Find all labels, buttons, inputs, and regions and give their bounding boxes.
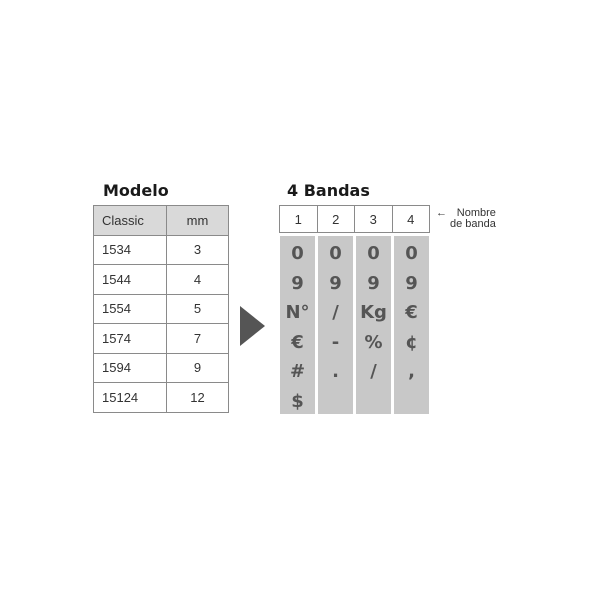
band-glyph: 0 bbox=[405, 243, 418, 264]
band-glyph: / bbox=[370, 361, 377, 382]
band-glyph: , bbox=[408, 361, 415, 382]
band-glyph: 0 bbox=[367, 243, 380, 264]
model-cell: 1544 bbox=[94, 265, 167, 295]
bandas-title: 4 Bandas bbox=[287, 181, 370, 200]
band-number: 1 bbox=[279, 206, 318, 232]
model-cell: 1534 bbox=[94, 235, 167, 265]
band-glyph: N° bbox=[285, 302, 310, 323]
band-glyph: # bbox=[289, 361, 306, 382]
header-classic: Classic bbox=[94, 206, 167, 236]
band-glyph: - bbox=[331, 331, 340, 353]
band-glyph: 9 bbox=[291, 272, 304, 294]
band-glyph: Kg bbox=[360, 302, 387, 323]
band-number: 3 bbox=[355, 206, 393, 232]
band-glyph: $ bbox=[291, 390, 304, 412]
model-cell: 15124 bbox=[94, 383, 167, 413]
mm-cell: 4 bbox=[167, 265, 229, 295]
model-cell: 1594 bbox=[94, 353, 167, 383]
table-row bbox=[94, 294, 229, 324]
band-2 bbox=[318, 236, 353, 414]
bands-container bbox=[280, 236, 429, 414]
modelo-header-row bbox=[94, 206, 229, 236]
band-glyph: % bbox=[364, 331, 383, 353]
modelo-table bbox=[93, 205, 229, 413]
band-glyph: / bbox=[332, 302, 339, 323]
table-row bbox=[94, 265, 229, 295]
band-glyph: ¢ bbox=[405, 331, 418, 353]
header-mm: mm bbox=[167, 206, 229, 236]
modelo-title: Modelo bbox=[103, 181, 169, 200]
band-number: 4 bbox=[393, 206, 431, 232]
band-glyph: 0 bbox=[291, 243, 304, 264]
band-glyph: € bbox=[405, 302, 418, 323]
table-row bbox=[94, 383, 229, 413]
mm-cell: 9 bbox=[167, 353, 229, 383]
band-glyph: € bbox=[291, 331, 304, 353]
legend-line-2: de banda bbox=[450, 218, 496, 230]
band-3 bbox=[356, 236, 391, 414]
mm-cell: 3 bbox=[167, 235, 229, 265]
model-cell: 1574 bbox=[94, 324, 167, 354]
mm-cell: 5 bbox=[167, 294, 229, 324]
left-arrow-icon: ← bbox=[436, 207, 447, 219]
mm-cell: 7 bbox=[167, 324, 229, 354]
band-glyph: . bbox=[332, 361, 339, 382]
table-row bbox=[94, 235, 229, 265]
band-number-header bbox=[279, 205, 430, 233]
band-glyph: 9 bbox=[329, 272, 342, 294]
band-glyph: 9 bbox=[405, 272, 418, 294]
right-arrow-icon bbox=[240, 306, 265, 346]
legend-line-1: Nombre bbox=[456, 207, 496, 219]
mm-cell: 12 bbox=[167, 383, 229, 413]
band-1 bbox=[280, 236, 315, 414]
model-cell: 1554 bbox=[94, 294, 167, 324]
band-number: 2 bbox=[318, 206, 356, 232]
band-name-legend bbox=[436, 208, 496, 230]
table-row bbox=[94, 353, 229, 383]
band-4 bbox=[394, 236, 429, 414]
band-glyph: 9 bbox=[367, 272, 380, 294]
table-row bbox=[94, 324, 229, 354]
band-glyph: 0 bbox=[329, 243, 342, 264]
